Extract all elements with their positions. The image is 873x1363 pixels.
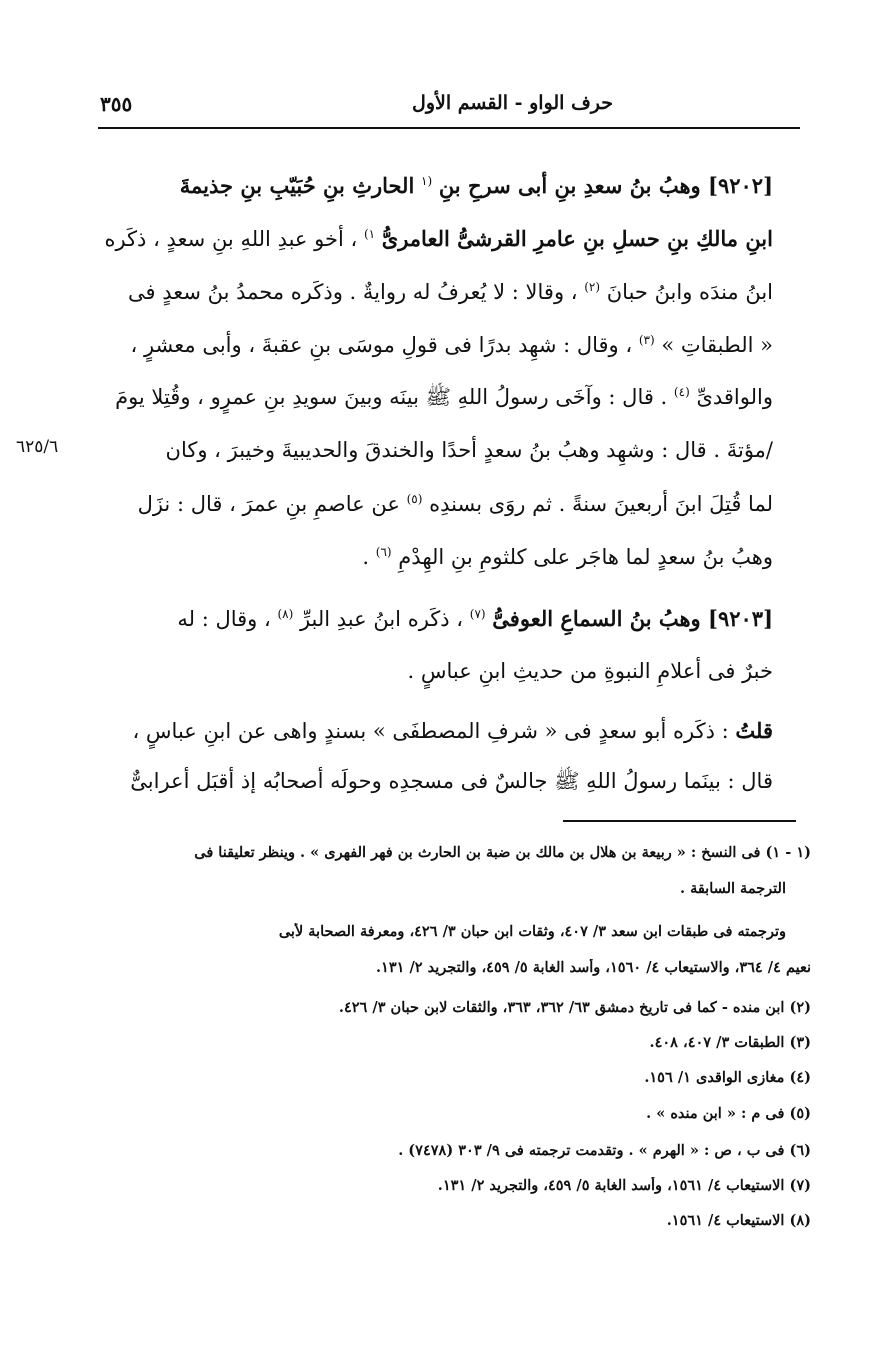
footnote: نعيم ٤/ ٣٦٤، والاستيعاب ٤/ ١٥٦٠، وأسد الغابة ٥/ ٤٥٩، والتجريد ٢/ ١٣١. [375, 959, 811, 976]
footnote-ref: (٢) [584, 280, 601, 294]
footnote: وترجمته فى طبقات ابن سعد ٣/ ٤٠٧، وثقات ابن حبان ٣/ ٤٢٦، ومعرفة الصحابة لأبى [278, 923, 786, 940]
text-line [100, 321, 773, 369]
text-span: لما قُتِلَ ابنَ أربعينَ سنةً . ثم روَى بسندِه [429, 492, 773, 516]
text-line [100, 480, 773, 528]
text-span: وهبُ بنُ سعدٍ لما هاجَر على كلثومِ بنِ الهِدْمِ [398, 545, 773, 569]
running-title: حرف الواو - القسم الأول [412, 92, 613, 114]
text-line [100, 426, 773, 474]
footnote-ref: (٣) [638, 333, 655, 347]
footnote-ref: (٧) [469, 607, 486, 621]
entry-heading-cont: ابنِ مالكِ بنِ حسلِ بنِ عامرِ القرشىُّ العامرىُّ [381, 226, 773, 251]
footnote-ref: (٥) [406, 492, 423, 506]
entry-heading: [٩٢٠٢] وهبُ بنُ سعدِ بنِ أبى سرحِ بنِ [438, 173, 773, 198]
entry-heading: [٩٢٠٣] وهبُ بنُ السماعِ العوفىُّ [492, 606, 773, 631]
text-line [100, 757, 773, 805]
footnote-ref: ١) [363, 227, 376, 241]
margin-note: ٦٢٥/٦ [16, 437, 59, 457]
footnote-ref: (٦) [375, 545, 392, 559]
text-span: خبرٌ فى أعلامِ النبوةِ من حديثِ ابنِ عباسٍ . [407, 659, 773, 683]
page-number: ٣٥٥ [100, 92, 133, 116]
footnote: الترجمة السابقة . [679, 880, 786, 897]
text-line [100, 162, 773, 210]
text-span: ، وقالا : لا يُعرفُ له روايةٌ . وذكَره محمدُ بنُ سعدٍ فى [128, 280, 578, 304]
footnote: (٦) فى ب ، ص : « الهرم » . وتقدمت ترجمته فى ٩/ ٣٠٣ (٧٤٧٨) . [398, 1142, 811, 1159]
text-line [100, 647, 773, 695]
text-span: . قال : وآخَى رسولُ اللهِ ﷺ بينَه وبينَ سويدِ بنِ عمرٍو ، وقُتِلا يومَ [115, 385, 668, 409]
text-span: « الطبقاتِ » [661, 333, 773, 357]
text-span: عن عاصمِ بنِ عمرَ ، قال : نزَل [137, 492, 400, 516]
text-span: ، وقال : شهِد بدرًا فى قولِ موسَى بنِ عقبةَ ، وأبى معشرٍ ، [130, 333, 633, 357]
text-line [100, 215, 773, 263]
text-span: ، أخو عبدِ اللهِ بنِ سعدٍ ، ذكَره [104, 227, 358, 251]
text-line [100, 595, 773, 643]
text-line [100, 268, 773, 316]
text-span: والواقدىِّ [696, 385, 773, 409]
text-span: : ذكَره أبو سعدٍ فى « شرفِ المصطفَى » بسندٍ واهى عن ابنِ عباسٍ ، [132, 719, 729, 743]
footnote-rule [563, 820, 796, 822]
footnote: (٥) فى م : « ابن منده » . [646, 1105, 811, 1122]
footnote: (٣) الطبقات ٣/ ٤٠٧، ٤٠٨. [649, 1034, 811, 1051]
text-span: قال : بينَما رسولُ اللهِ ﷺ جالسٌ فى مسجدِه وحولَه أصحابُه إذ أقبَل أعرابىٌّ [130, 769, 773, 793]
text-line [100, 373, 773, 421]
text-line [100, 533, 773, 581]
text-span: ، وقال : له [177, 607, 271, 631]
qultu-heading: قلتُ [735, 718, 773, 743]
footnote: (١ - ١) فى النسخ : « ربيعة بن هلال بن مالك بن ضبة بن الحارث بن فهر الفهرى » . وينظر تعليقنا فى [194, 844, 811, 861]
page-header [100, 92, 773, 122]
footnote: (٢) ابن منده - كما فى تاريخ دمشق ٦٣/ ٣٦٢، ٣٦٣، والثقات لابن حبان ٣/ ٤٢٦. [338, 999, 811, 1016]
text-span: ابنُ مندَه وابنُ حبانَ [606, 280, 773, 304]
text-span: /مؤتةَ . قال : وشهِد وهبُ بنُ سعدٍ أحدًا والخندقَ والحديبيةَ وخيبرَ ، وكان [165, 438, 773, 462]
footnote-ref: (٨) [277, 607, 294, 621]
footnote: (٧) الاستيعاب ٤/ ١٥٦١، وأسد الغابة ٥/ ٤٥٩، والتجريد ٢/ ١٣١. [437, 1177, 811, 1194]
text-span: . [362, 545, 370, 569]
footnote-ref: (٤) [673, 385, 690, 399]
footnote: (٤) مغازى الواقدى ١/ ١٥٦. [644, 1069, 811, 1086]
header-rule [98, 127, 800, 129]
footnote-ref: (١ [420, 174, 433, 188]
text-line [100, 707, 773, 755]
entry-heading-cont: الحارثِ بنِ حُبَيّبِ بنِ جذيمةَ [179, 173, 415, 198]
text-span: ، ذكَره ابنُ عبدِ البرِّ [299, 607, 464, 631]
footnote: (٨) الاستيعاب ٤/ ١٥٦١. [666, 1212, 811, 1229]
